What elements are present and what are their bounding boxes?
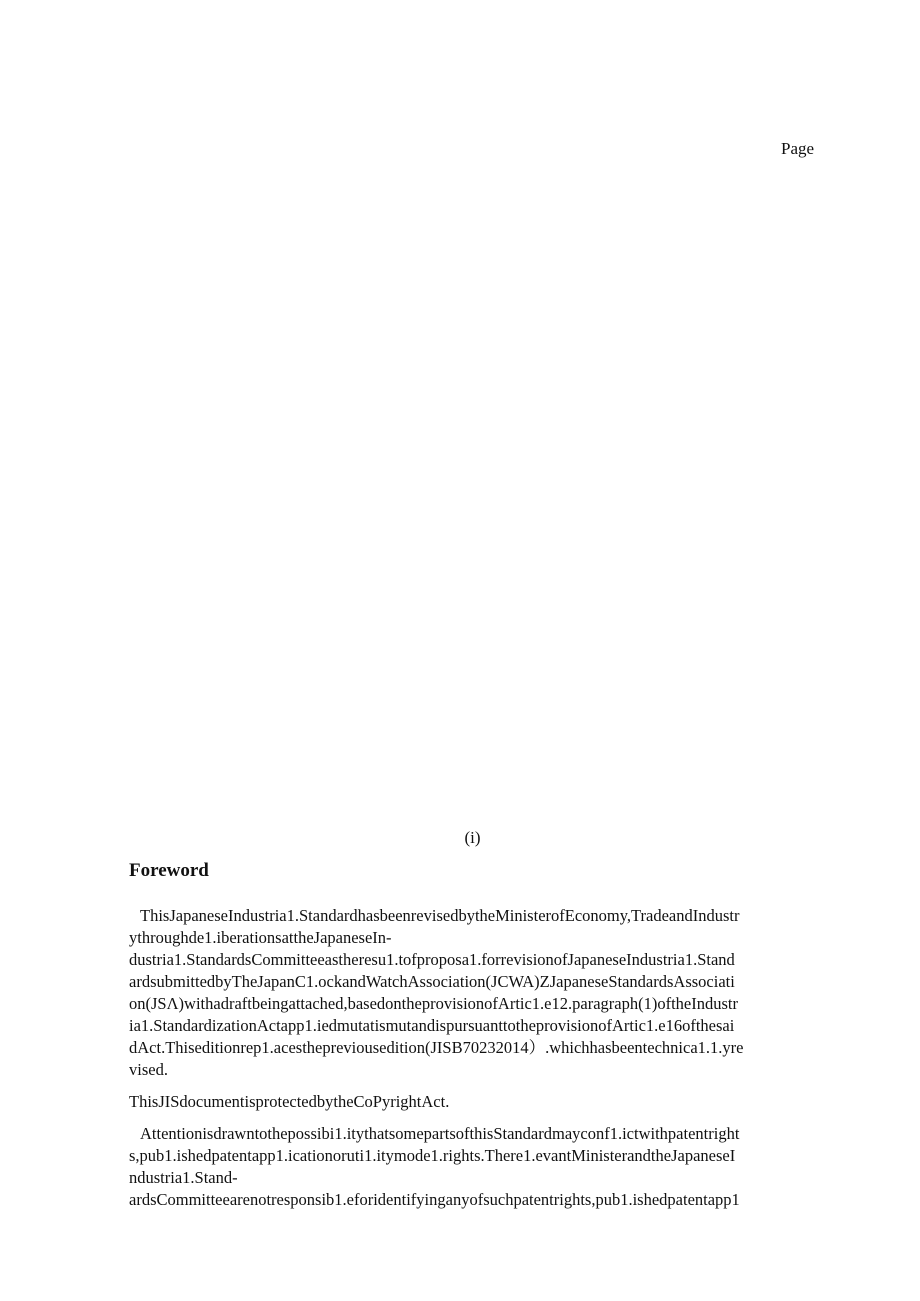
page-number: (i) [464, 828, 481, 847]
section-heading: Foreword [129, 860, 209, 881]
text-line: ardsCommitteearenotresponsib1.eforidentifyinganyofsuchpatentrights,pub1.ishedpatentapp1 [129, 1190, 740, 1209]
text-line: s,pub1.ishedpatentapp1.icationoruti1.itymode1.rights.There1.evantMinisterandtheJapaneseI [129, 1146, 736, 1165]
text-line: ardsubmittedbyTheJapanC1.ockandWatchAssociation(JCWA)ZJapaneseStandardsAssociati [129, 972, 735, 991]
paragraph-patent-notice [129, 1123, 819, 1211]
page-label: Page [781, 139, 815, 158]
text-line: ThisJISdocumentisprotectedbytheCoPyrightAct. [129, 1092, 450, 1111]
text-line: ia1.StandardizationActapp1.iedmutatismutandispursuanttotheprovisionofArtic1.e16ofthesai [129, 1016, 735, 1035]
text-line: vised. [129, 1060, 168, 1079]
paragraph-revision-notice [129, 905, 819, 1081]
paragraph-copyright-notice [129, 1091, 819, 1113]
text-line: on(JSΛ)withadraftbeingattached,basedontheprovisionofArtic1.e12.paragraph(1)oftheIndustr [129, 994, 738, 1013]
text-line: dAct.Thiseditionrep1.acesthepreviousedition(JISB70232014）.whichhasbeentechnica1.1.yre [129, 1038, 744, 1057]
text-line: ThisJapaneseIndustria1.StandardhasbeenrevisedbytheMinisterofEconomy,TradeandIndustr [140, 906, 740, 925]
body-text [129, 905, 819, 1211]
text-line: ndustria1.Stand- [129, 1168, 238, 1187]
text-line: Attentionisdrawntothepossibi1.itythatsomepartsofthisStandardmayconf1.ictwithpatentright [140, 1124, 740, 1143]
text-line: dustria1.StandardsCommitteeastheresu1.tofproposa1.forrevisionofJapaneseIndustria1.Stand [129, 950, 735, 969]
text-line: ythroughde1.iberationsattheJapaneseIn- [129, 928, 392, 947]
